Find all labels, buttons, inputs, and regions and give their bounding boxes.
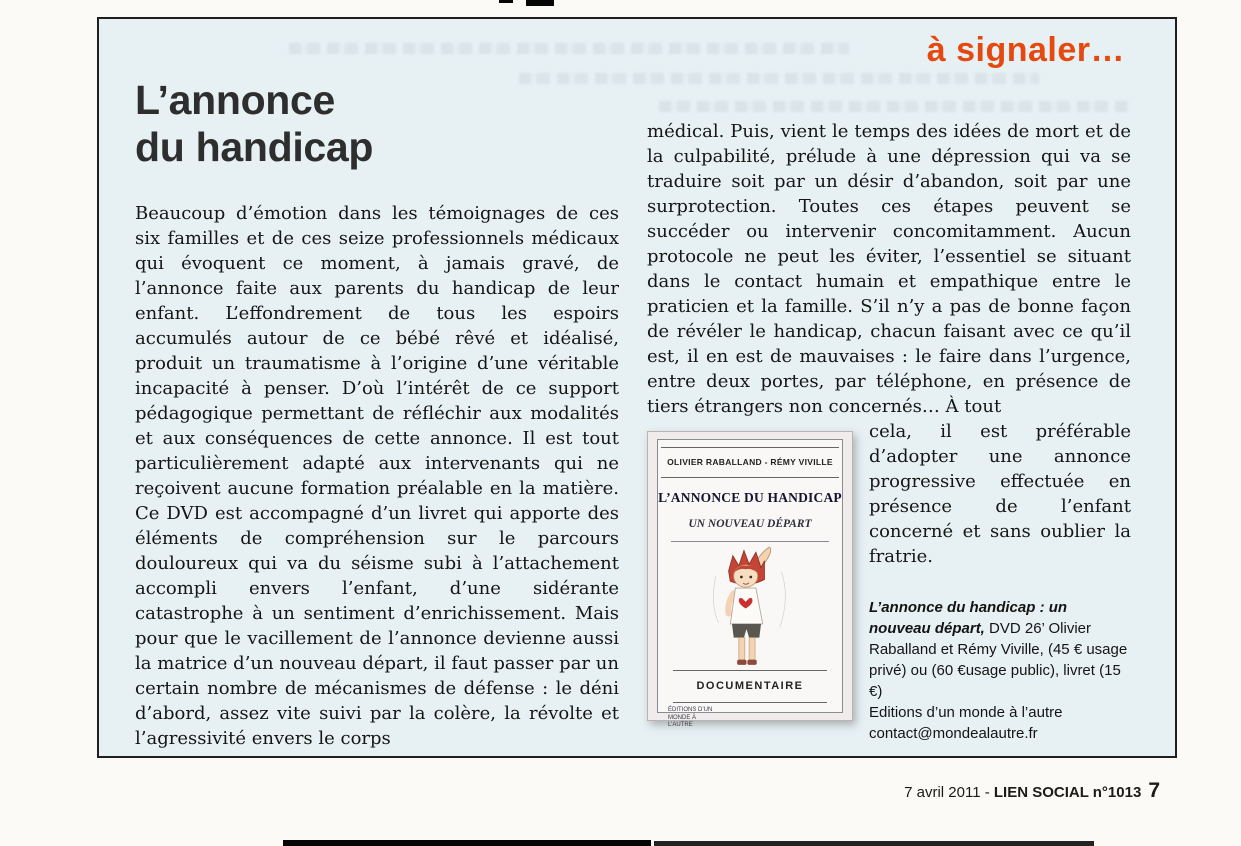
section-header: à signaler… [926, 31, 1125, 69]
dvd-authors: OLIVIER RABALLAND - RÉMY VIVILLE [661, 447, 839, 478]
print-bleed-artifact [289, 43, 849, 54]
scan-artifact-top-right [526, 0, 554, 6]
footer-date: 7 avril 2011 - [904, 784, 994, 801]
article-paragraph-left: Beaucoup d’émotion dans les témoignages de ces six familles et de ces seize professionnels médicaux qui évoquent ce moment, à jamais gravé, de l’annonce faite aux parents du handicap de leur enfant. L’effondrement de tous les espoirs accumulés autour de ce bébé rêvé et idéalisé, produit un traumatisme à l’origine d’une véritable incapacité à penser. D’où l’intérêt de ce support pédagogique permettant de réfléchir aux modalités et aux conséquences de cette annonce. Il est tout particulièrement adapté aux intervenants qui ne reçoivent aucune formation préalable en la matière. Ce DVD est accompagné d’un livret qui apporte des éléments de compréhension sur le parcours douloureux qui va du séisme subi à l’attachement accompli envers l’enfant, d’une sidérante catastrophe à un sentiment d’enrichissement. Mais pour que le vacillement de l’annonce devienne aussi la matrice d’un nouveau départ, il faut passer par un certain nombre de mécanismes de défense : le déni d’abord, assez vite suivi par la colère, la révolte et l’agressivité envers le corps [135, 203, 619, 749]
article-frame [97, 17, 1177, 758]
footer-page-number: 7 [1148, 779, 1160, 802]
caption-email: contact@mondealautre.fr [869, 725, 1038, 742]
caption-publisher: Editions d’un monde à l’autre [869, 704, 1063, 721]
page-footer [904, 779, 1160, 803]
dvd-subtitle: UN NOUVEAU DÉPART [671, 512, 829, 542]
caption-details: DVD 26’ Olivier Raballand et Rémy Viville, (45 € usage privé) ou (60 €usage public), livret (15 €) [869, 620, 1128, 700]
scan-artifact-bottom-right [654, 841, 1094, 846]
footer-magazine: LIEN SOCIAL n°1013 [993, 784, 1142, 801]
dvd-title: L’ANNONCE DU HANDICAP [658, 490, 842, 505]
dvd-illustration [662, 542, 838, 670]
print-bleed-artifact [659, 101, 1129, 112]
article-title [135, 77, 373, 170]
print-bleed-artifact [519, 73, 1039, 84]
article-paragraph-right-wrap: cela, il est préférable d’adopter une annonce progressive effectuée en présence de l’enfant concerné et sans oublier la fratrie. [869, 421, 1131, 567]
article-paragraph-right-intro: médical. Puis, vient le temps des idées de mort et de la culpabilité, prélude à une dépression qui va se traduire soit par un désir d’abandon, soit par une surprotection. Toutes ces étapes peuvent se succéder ou intervenir concomitamment. Aucun protocole ne peut les éviter, l’essentiel se situant dans le contact humain et empathique entre le praticien et la famille. S’il n’y a pas de bonne façon de révéler le handicap, chacun faisant avec ce qu’il est, il en est de mauvaises : le faire dans l’urgence, entre deux portes, par téléphone, en présence de tiers étrangers non concernés… À tout [647, 121, 1131, 417]
dvd-genre-band: DOCUMENTAIRE [673, 670, 828, 703]
dvd-publisher-logo: ÉDITIONS D’UN MONDE À L’AUTRE [668, 707, 713, 728]
article-column-right [647, 119, 1131, 744]
scan-artifact-top-left [499, 0, 513, 3]
dvd-cover [647, 431, 853, 728]
dvd-cover-inner [657, 439, 843, 728]
scan-artifact-bottom-left [283, 840, 651, 846]
article-column-left [135, 201, 619, 751]
caption-title: L’annonce du handicap : un nouveau départ, [869, 599, 1068, 637]
title-line1: L’annonce [135, 77, 336, 123]
title-line2: du handicap [135, 123, 374, 170]
